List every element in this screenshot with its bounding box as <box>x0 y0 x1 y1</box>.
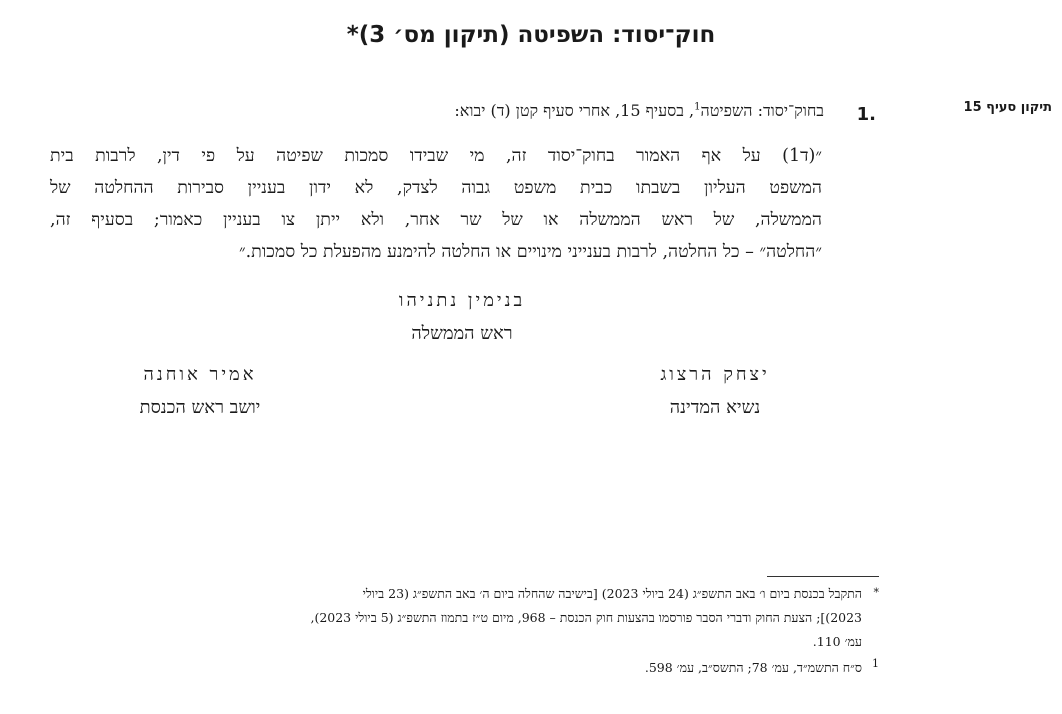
president-title: נשיא המדינה <box>669 397 761 418</box>
section-number: 1. <box>856 104 876 125</box>
law-title: חוק־יסוד: השפיטה (תיקון מס׳ 3)* <box>346 22 716 48</box>
speaker-name: אמיר אוחנה <box>143 364 257 385</box>
section-intro <box>454 101 824 121</box>
margin-note: תיקון סעיף 15 <box>963 100 1052 115</box>
amendment-text <box>50 140 822 268</box>
pm-name: בנימין נתניהו <box>398 290 526 311</box>
amendment-line: ״(ד1) על אף האמור בחוק־יסוד זה, מי שבידו סמכות שפיטה על פי דין, לרבות בית <box>50 146 822 166</box>
footnote-one: ס״ח התשמ״ד, עמ׳ 78; התשס״ב, עמ׳ 598. <box>644 660 862 675</box>
footnote-star-line: עמ׳ 110. <box>812 634 862 649</box>
president-name: יצחק הרצוג <box>660 364 770 385</box>
footnote-star-mark: * <box>873 586 879 599</box>
speaker-title: יושב ראש הכנסת <box>139 397 261 418</box>
intro-text: בחוק־יסוד: השפיטה <box>700 101 824 120</box>
footnote-divider <box>767 576 879 577</box>
amendment-line: ״החלטה״ – כל החלטה, לרבות בענייני מינויים או החלטה להימנע מהפעלת כל סמכות.״ <box>238 242 822 262</box>
footnote-one-mark: 1 <box>872 657 879 670</box>
footnote-ref: 1 <box>694 101 701 113</box>
footnote-star-line: התקבל בכנסת ביום ו׳ באב התשפ״ג (24 ביולי 2023) [בישיבה שהחלה ביום ה׳ באב התשפ״ג (23 ביולי <box>362 586 862 601</box>
amendment-line: הממשלה, של ראש הממשלה או של שר אחר, ולא ייתן צו בעניין כאמור; בסעיף זה, <box>50 210 822 230</box>
pm-title: ראש הממשלה <box>411 323 513 344</box>
amendment-line: המשפט העליון בשבתו כבית משפט גבוה לצדק, לא ידון בעניין סבירות ההחלטה של <box>50 178 822 198</box>
footnote-star-line: 2023)]; הצעת החוק ודברי הסבר פורסמו בהצעות חוק הכנסת – 968, מיום ט״ז בתמוז התשפ״ג (5 ביולי 2023), <box>310 610 862 625</box>
intro-rest: , בסעיף 15, אחרי סעיף קטן (ד) יבוא: <box>454 101 695 120</box>
